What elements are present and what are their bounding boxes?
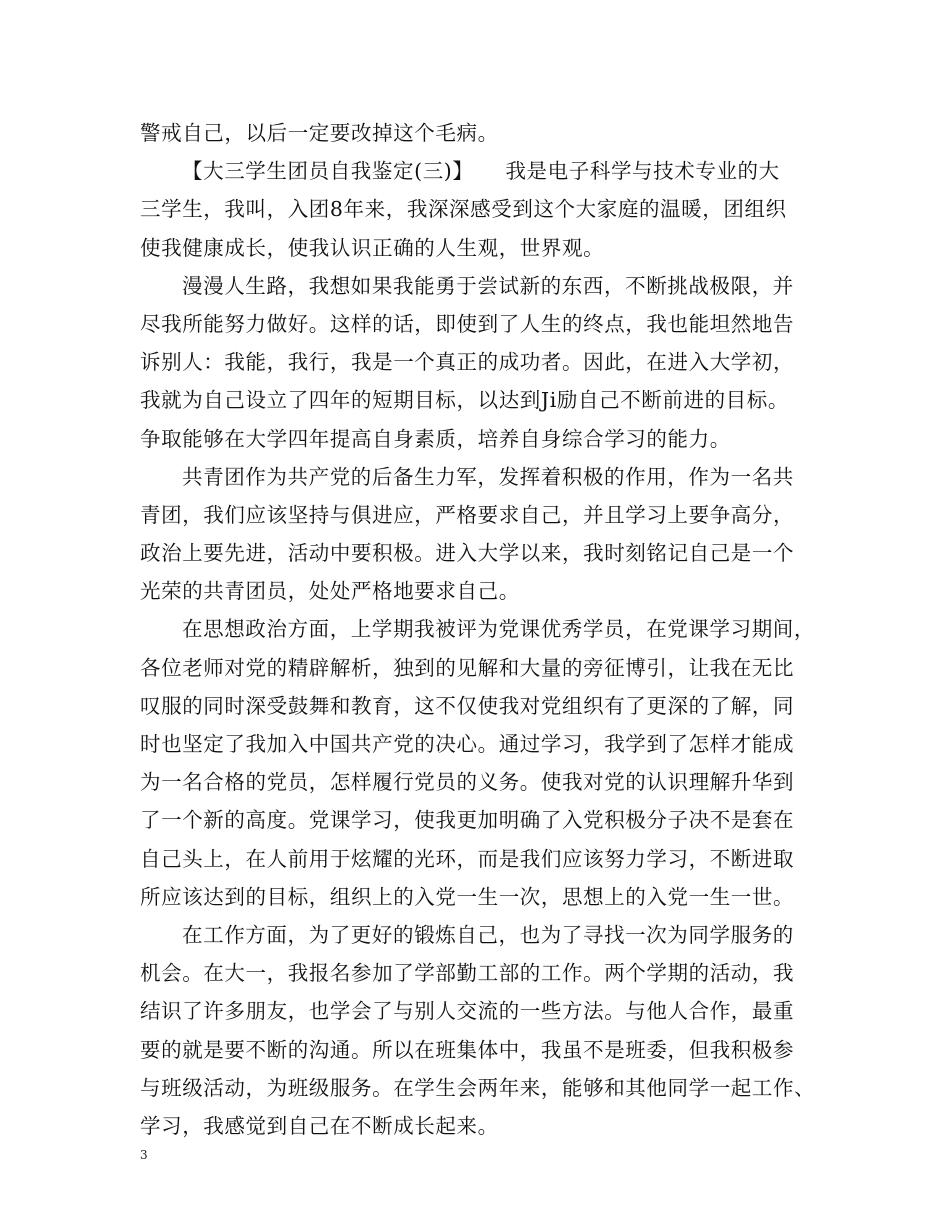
text-line: 了一个新的高度。党课学习，使我更加明确了入党积极分子决不是套在 [140,808,795,833]
text-line: 与班级活动，为班级服务。在学生会两年来，能够和其他同学一起工作、 [140,1075,816,1100]
text-line: 为一名合格的党员，怎样履行党员的义务。使我对党的认识理解升华到 [140,770,795,795]
text-line: 叹服的同时深受鼓舞和教育，这不仅使我对党组织有了更深的了解，同 [140,693,795,718]
text-line: 漫漫人生路，我想如果我能勇于尝试新的东西，不断挑战极限，并 [182,273,794,298]
text-line: 青团，我们应该坚持与俱进应，严格要求自己，并且学习上要争高分， [140,502,795,527]
text-line: 在工作方面，为了更好的锻炼自己，也为了寻找一次为同学服务的 [182,922,794,947]
text-line: 在思想政治方面，上学期我被评为党课优秀学员，在党课学习期间， [182,617,815,642]
page-number: 3 [140,1148,148,1162]
text-line: 诉别人：我能，我行，我是一个真正的成功者。因此，在进入大学初， [140,350,795,375]
text-line: 机会。在大一，我报名参加了学部勤工部的工作。两个学期的活动，我 [140,961,795,986]
text-line: 所应该达到的目标，组织上的入党一生一次，思想上的入党一生一世。 [140,884,795,909]
text-line: 自己头上，在人前用于炫耀的光环，而是我们应该努力学习，不断进取 [140,846,795,871]
text-line: 尽我所能努力做好。这样的话，即使到了人生的终点，我也能坦然地告 [140,311,795,336]
text-line: 各位老师对党的精辟解析，独到的见解和大量的旁征博引，让我在无比 [140,655,795,680]
text-line: 争取能够在大学四年提高自身素质，培养自身综合学习的能力。 [140,426,731,451]
text-line: 三学生，我叫，入团8年来，我深深感受到这个大家庭的温暖，团组织 [140,197,787,222]
text-line: 使我健康成长，使我认识正确的人生观，世界观。 [140,235,605,260]
text-line: 光荣的共青团员，处处严格地要求自己。 [140,579,520,604]
text-line: 时也坚定了我加入中国共产党的决心。通过学习，我学到了怎样才能成 [140,732,795,756]
text-line: 结识了许多朋友，也学会了与别人交流的一些方法。与他人合作，最重 [140,999,795,1024]
text-line: 【大三学生团员自我鉴定(三)】 我是电子科学与技术专业的大 [182,159,780,184]
text-line: 学习，我感觉到自己在不断成长起来。 [140,1113,499,1138]
text-line: 要的就是要不断的沟通。所以在班集体中，我虽不是班委，但我积极参 [140,1037,795,1062]
text-line: 警戒自己，以后一定要改掉这个毛病。 [140,121,499,145]
text-line: 共青团作为共产党的后备生力军，发挥着积极的作用，作为一名共 [182,464,794,489]
body-text [140,114,830,1145]
text-line: 我就为自己设立了四年的短期目标，以达到Ji励自己不断前进的目标。 [140,388,789,413]
text-line: 政治上要先进，活动中要积极。进入大学以来，我时刻铭记自己是一个 [140,541,795,566]
